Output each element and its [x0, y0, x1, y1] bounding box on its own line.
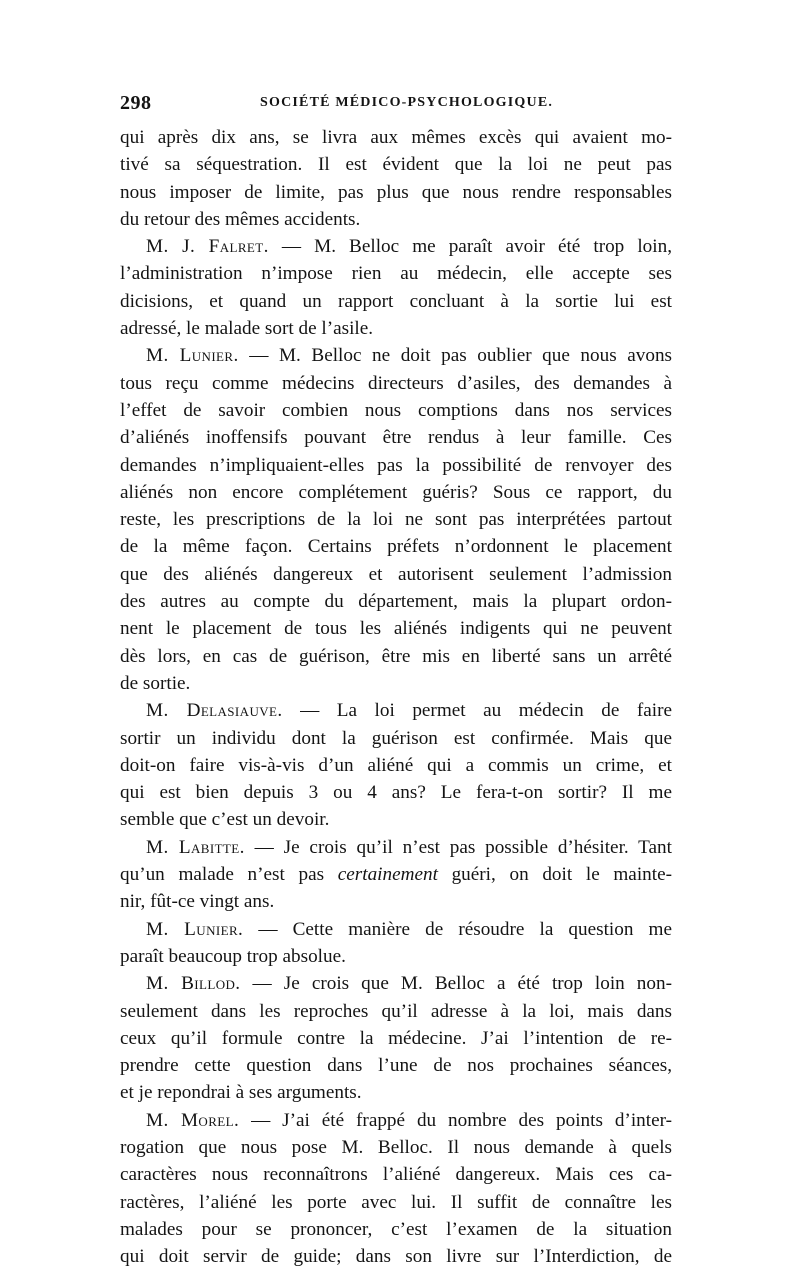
text-line	[120, 1052, 672, 1079]
line-text: qui après dix ans, se livra aux mêmes excès qui avaient mo-	[120, 127, 672, 148]
line-text: guéri, on doit le mainte-	[437, 864, 672, 886]
page-number: 298	[120, 92, 152, 114]
line-text: nous imposer de limite, pas plus que nous rendre responsables	[120, 181, 672, 203]
line-text: du retour des mêmes accidents.	[120, 208, 361, 230]
speaker-name: M. Lunier.	[146, 918, 244, 940]
line-text: ractères, l’aliéné les porte avec lui. Il suffit de connaître les	[120, 1191, 672, 1213]
speaker-name: M. Billod.	[146, 973, 241, 995]
line-text: d’aliénés inoffensifs pouvant être rendus à leur famille. Ces	[120, 427, 672, 449]
text-line	[120, 206, 672, 233]
text-line	[120, 124, 672, 151]
line-text: paraît beaucoup trop absolue.	[120, 945, 346, 967]
line-text: de sortie.	[120, 672, 191, 694]
line-text: que des aliénés dangereux et autorisent seulement l’admission	[120, 563, 672, 585]
line-text: — Je crois qu’il n’est pas possible d’hésiter. Tant	[244, 836, 672, 858]
line-text: de la même façon. Certains préfets n’ordonnent le placement	[120, 536, 672, 558]
line-text: prendre cette question dans l’une de nos prochaines séances,	[120, 1055, 672, 1077]
line-text: qu’un malade n’est pas	[120, 864, 338, 886]
text-line	[120, 861, 672, 888]
line-text: sortir un individu dont la guérison est confirmée. Mais que	[120, 727, 672, 749]
line-text: — Cette manière de résoudre la question me	[243, 918, 672, 940]
speaker-name: M. J. Falret.	[146, 236, 269, 258]
text-line	[120, 1107, 672, 1134]
text-line	[120, 424, 672, 451]
text-line	[120, 1189, 672, 1216]
text-line	[120, 806, 672, 833]
line-text: dicisions, et quand un rapport concluant à la sortie lui est	[120, 290, 672, 312]
line-text: nent le placement de tous les aliénés indigents qui ne peuvent	[120, 618, 672, 640]
line-text: l’administration n’impose rien au médecin, elle accepte ses	[120, 263, 672, 285]
text-line	[120, 452, 672, 479]
text-line	[120, 943, 672, 970]
text-line	[120, 260, 672, 287]
line-text: malades pour se prononcer, c’est l’examen de la situation	[120, 1218, 672, 1240]
text-line	[120, 779, 672, 806]
text-line	[120, 643, 672, 670]
text-line	[120, 533, 672, 560]
text-line	[120, 479, 672, 506]
text-line	[120, 588, 672, 615]
italic-word: certainement	[337, 864, 438, 886]
text-line	[120, 506, 672, 533]
text-line	[120, 916, 672, 943]
line-text: — J’ai été frappé du nombre des points d’inter-	[239, 1109, 672, 1131]
line-text: des autres au compte du département, mais la plupart ordon-	[120, 591, 672, 613]
line-text: nir, fût-ce vingt ans.	[120, 891, 275, 913]
line-text: doit-on faire vis-à-vis d’un aliéné qui a commis un crime, et	[120, 754, 672, 776]
text-line	[120, 561, 672, 588]
line-text: demandes n’impliquaient-elles pas la possibilité de renvoyer des	[120, 454, 672, 476]
text-line	[120, 1134, 672, 1161]
body-text	[120, 124, 672, 1270]
line-text: semble que c’est un devoir.	[120, 809, 330, 831]
line-text: tous reçu comme médecins directeurs d’asiles, des demandes à	[120, 372, 672, 394]
line-text: dès lors, en cas de guérison, être mis en liberté sans un arrêté	[120, 645, 672, 667]
line-text: et je repondrai à ses arguments.	[120, 1082, 362, 1104]
text-line	[120, 370, 672, 397]
text-line	[120, 1025, 672, 1052]
line-text: rogation que nous pose M. Belloc. Il nous demande à quels	[120, 1136, 672, 1158]
text-line	[120, 1079, 672, 1106]
speaker-name: M. Morel.	[146, 1109, 240, 1131]
line-text: qui doit servir de guide; dans son livre sur l’Interdiction, de	[120, 1246, 672, 1268]
text-line	[120, 342, 672, 369]
text-line	[120, 970, 672, 997]
line-text: qui est bien depuis 3 ou 4 ans? Le fera-t-on sortir? Il me	[120, 782, 672, 804]
text-line	[120, 151, 672, 178]
line-text: tivé sa séquestration. Il est évident que la loi ne peut pas	[120, 154, 672, 176]
page-header	[120, 92, 700, 116]
line-text: caractères nous reconnaîtrons l’aliéné dangereux. Mais ces ca-	[120, 1164, 672, 1186]
speaker-name: M. Lunier.	[146, 345, 239, 367]
text-line	[120, 615, 672, 642]
text-line	[120, 1161, 672, 1188]
line-text: aliénés non encore complétement guéris? Sous ce rapport, du	[120, 481, 672, 503]
text-line	[120, 315, 672, 342]
text-line	[120, 998, 672, 1025]
text-line	[120, 1216, 672, 1243]
speaker-name: M. Labitte.	[146, 836, 245, 858]
running-head: SOCIÉTÉ MÉDICO-PSYCHOLOGIQUE.	[260, 95, 554, 110]
speaker-name: M. Delasiauve.	[146, 700, 283, 722]
line-text: — La loi permet au médecin de faire	[282, 700, 672, 722]
line-text: seulement dans les reproches qu’il adresse à la loi, mais dans	[120, 1000, 672, 1022]
line-text: l’effet de savoir combien nous comptions dans nos services	[120, 399, 672, 421]
line-text: reste, les prescriptions de la loi ne sont pas interprétées partout	[120, 509, 672, 531]
text-line	[120, 670, 672, 697]
line-text: — M. Belloc me paraît avoir été trop loin,	[268, 236, 672, 258]
line-text: — M. Belloc ne doit pas oublier que nous avons	[238, 345, 672, 367]
text-line	[120, 288, 672, 315]
text-line	[120, 179, 672, 206]
text-line	[120, 834, 672, 861]
line-text: — Je crois que M. Belloc a été trop loin non-	[240, 973, 672, 995]
text-line	[120, 697, 672, 724]
text-line	[120, 888, 672, 915]
line-text: adressé, le malade sort de l’asile.	[120, 318, 374, 340]
text-line	[120, 397, 672, 424]
text-line	[120, 725, 672, 752]
line-text: ceux qu’il formule contre la médecine. J’ai l’intention de re-	[120, 1027, 672, 1049]
text-line	[120, 1243, 672, 1270]
text-line	[120, 752, 672, 779]
text-line	[120, 233, 672, 260]
